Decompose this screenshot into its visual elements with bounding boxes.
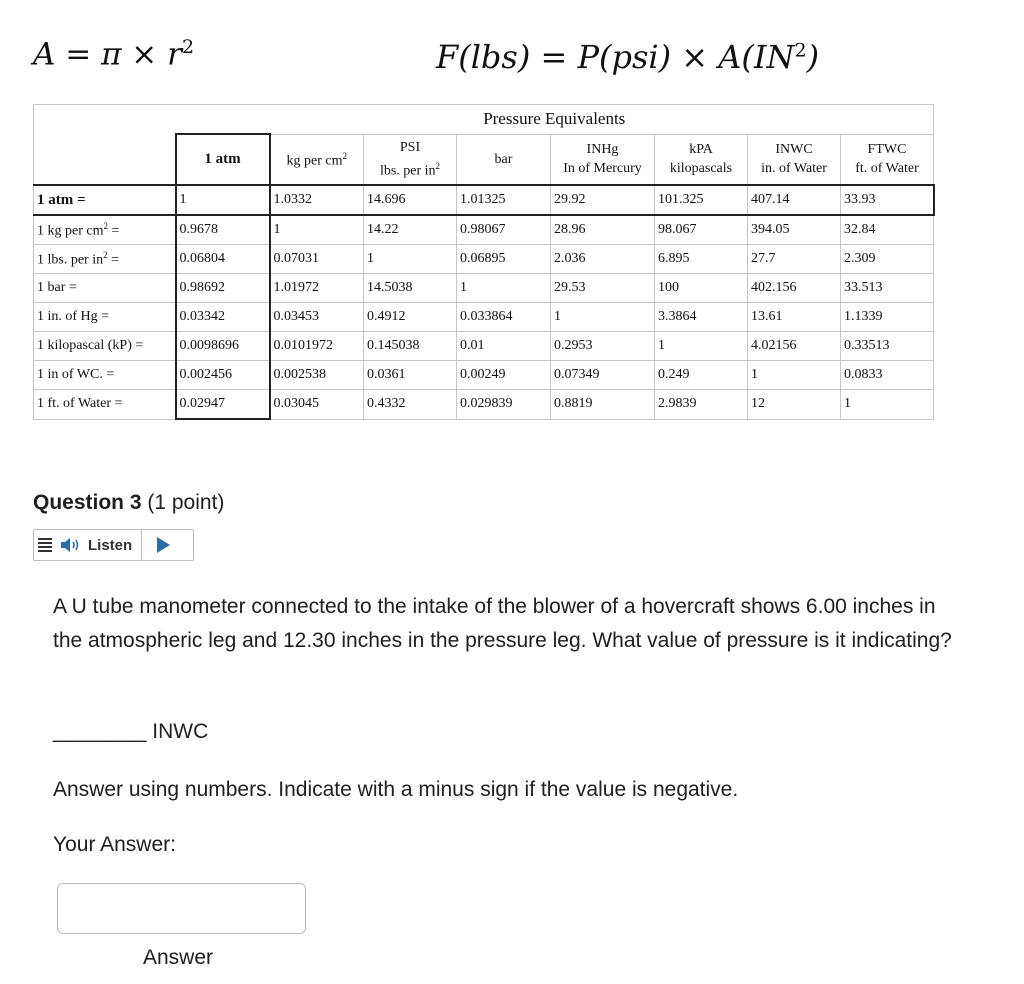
table-cell: 33.93 — [841, 185, 934, 215]
table-cell: 394.05 — [748, 215, 841, 245]
table-cell: 32.84 — [841, 215, 934, 245]
table-cell: 0.9678 — [176, 215, 270, 245]
table-cell: 2.309 — [841, 245, 934, 274]
table-cell: 2.036 — [551, 245, 655, 274]
table-cell: 13.61 — [748, 303, 841, 332]
table-row — [34, 361, 934, 390]
table-corner — [34, 105, 176, 135]
row-label — [34, 245, 176, 274]
answer-caption: Answer — [143, 946, 214, 969]
row-label-text: 1 kg per cm — [37, 223, 104, 239]
table-cell: 28.96 — [551, 215, 655, 245]
row-label-text: 1 in of WC. = — [37, 367, 115, 382]
menu-icon[interactable] — [38, 538, 52, 552]
table-cell: 402.156 — [748, 274, 841, 303]
table-cell: 1.01325 — [457, 185, 551, 215]
table-cell: 1 — [551, 303, 655, 332]
listen-label[interactable]: Listen — [88, 536, 133, 554]
row-label-text: 1 lbs. per in — [37, 252, 104, 268]
table-cell: 0.002456 — [176, 361, 270, 390]
header-inhg-top: INHg — [586, 142, 619, 158]
table-cell: 0.06804 — [176, 245, 270, 274]
your-answer-label: Your Answer: — [53, 833, 176, 856]
table-cell: 14.696 — [364, 185, 457, 215]
table-cell: 0.249 — [655, 361, 748, 390]
header-kpa — [655, 134, 748, 185]
row-label-text: 1 atm = — [37, 191, 86, 208]
header-kpa-top: kPA — [689, 142, 713, 158]
table-cell: 0.029839 — [457, 390, 551, 420]
header-inwc — [748, 134, 841, 185]
table-cell: 0.8819 — [551, 390, 655, 420]
table-row — [34, 303, 934, 332]
header-kg-label: kg per cm — [286, 154, 343, 170]
table-row — [34, 390, 934, 420]
question-title — [33, 491, 224, 515]
table-cell: 0.0101972 — [270, 332, 364, 361]
table-cell: 0.98067 — [457, 215, 551, 245]
table-cell: 29.53 — [551, 274, 655, 303]
row-label-suffix: = — [107, 252, 120, 268]
table-cell: 2.9839 — [655, 390, 748, 420]
table-cell: 33.513 — [841, 274, 934, 303]
table-cell: 1 — [176, 185, 270, 215]
table-cell: 0.002538 — [270, 361, 364, 390]
table-row — [34, 215, 934, 245]
question-points: (1 point) — [147, 491, 225, 514]
pressure-equivalents-table — [33, 104, 935, 420]
question-number: Question 3 — [33, 491, 142, 514]
table-cell: 1 — [270, 215, 364, 245]
row-label-suffix: = — [107, 223, 120, 239]
table-cell: 0.145038 — [364, 332, 457, 361]
table-cell: 6.895 — [655, 245, 748, 274]
table-cell: 27.7 — [748, 245, 841, 274]
table-cell: 0.4912 — [364, 303, 457, 332]
header-atm: 1 atm — [176, 134, 270, 185]
table-cell: 407.14 — [748, 185, 841, 215]
header-inwc-top: INWC — [775, 142, 813, 158]
header-inwc-bottom: in. of Water — [761, 161, 827, 177]
header-psi-exp: 2 — [435, 160, 441, 171]
row-label-text: 1 kilopascal (kP) = — [37, 338, 144, 353]
header-kpa-bottom: kilopascals — [669, 161, 733, 177]
blank-underline: ________ — [53, 720, 147, 743]
table-cell: 1 — [841, 390, 934, 420]
table-cell: 0.07349 — [551, 361, 655, 390]
row-label-text: 1 ft. of Water = — [37, 396, 123, 412]
table-cell: 1.01972 — [270, 274, 364, 303]
answer-blank-line — [53, 715, 953, 749]
table-cell: 0.033864 — [457, 303, 551, 332]
table-cell: 0.98692 — [176, 274, 270, 303]
area-formula — [33, 36, 194, 72]
force-formula-exponent: 2 — [794, 39, 807, 62]
table-cell: 1 — [748, 361, 841, 390]
force-formula-text: F(lbs) = P(psi) × A(IN — [436, 38, 795, 76]
play-icon[interactable] — [157, 537, 170, 553]
table-cell: 1.1339 — [841, 303, 934, 332]
table-cell: 0.07031 — [270, 245, 364, 274]
header-psi — [364, 134, 457, 185]
table-cell: 0.33513 — [841, 332, 934, 361]
listen-button[interactable] — [33, 529, 194, 561]
table-cell: 98.067 — [655, 215, 748, 245]
table-cell: 0.4332 — [364, 390, 457, 420]
force-formula — [436, 38, 819, 76]
table-cell: 0.03453 — [270, 303, 364, 332]
header-psi-top: PSI — [399, 139, 421, 155]
header-ftwc-bottom: ft. of Water — [855, 161, 919, 177]
table-cell: 14.5038 — [364, 274, 457, 303]
table-title: Pressure Equivalents — [176, 105, 934, 135]
table-row — [34, 274, 934, 303]
header-bar: bar — [457, 134, 551, 185]
header-kg-exp: 2 — [342, 151, 347, 162]
table-cell: 0.02947 — [176, 390, 270, 420]
header-inhg — [551, 134, 655, 185]
area-formula-text: A = π × r — [33, 36, 182, 73]
row-label — [34, 215, 176, 245]
table-cell: 0.00249 — [457, 361, 551, 390]
speaker-icon — [60, 537, 82, 553]
table-cell: 1.0332 — [270, 185, 364, 215]
header-kg-per-cm2 — [270, 134, 364, 185]
row-label — [34, 390, 176, 420]
question-text: A U tube manometer connected to the intake of the blower of a hovercraft shows 6.00 inches in the atmospheric leg and 12.30 inches in the pressure leg. What value of pressure is it indicating? — [53, 595, 952, 652]
table-cell: 4.02156 — [748, 332, 841, 361]
table-cell: 0.0361 — [364, 361, 457, 390]
table-cell: 0.2953 — [551, 332, 655, 361]
table-row — [34, 185, 934, 215]
row-label — [34, 303, 176, 332]
header-inhg-bottom: In of Mercury — [563, 161, 642, 177]
table-cell: 0.06895 — [457, 245, 551, 274]
force-formula-close: ) — [806, 38, 820, 76]
header-psi-bottom — [367, 157, 453, 181]
listen-divider — [141, 530, 142, 560]
answer-input[interactable] — [57, 883, 306, 934]
table-cell: 1 — [655, 332, 748, 361]
table-cell: 29.92 — [551, 185, 655, 215]
header-psi-bottom-label: lbs. per in — [379, 163, 436, 179]
table-cell: 1 — [457, 274, 551, 303]
table-row — [34, 245, 934, 274]
table-cell: 0.0833 — [841, 361, 934, 390]
table-cell: 14.22 — [364, 215, 457, 245]
table-row — [34, 332, 934, 361]
table-body — [34, 185, 934, 419]
table-cell: 0.01 — [457, 332, 551, 361]
row-label-text: 1 bar = — [37, 280, 77, 295]
table-cell: 100 — [655, 274, 748, 303]
table-cell: 0.03342 — [176, 303, 270, 332]
answer-instruction: Answer using numbers. Indicate with a minus sign if the value is negative. — [53, 778, 739, 801]
table-cell: 12 — [748, 390, 841, 420]
area-formula-exponent: 2 — [181, 36, 195, 58]
row-label — [34, 361, 176, 390]
header-ftwc — [841, 134, 934, 185]
answer-unit: INWC — [152, 720, 209, 743]
row-label — [34, 332, 176, 361]
header-ftwc-top: FTWC — [867, 142, 907, 158]
row-label — [34, 185, 176, 215]
table-cell: 101.325 — [655, 185, 748, 215]
row-label-text: 1 in. of Hg = — [37, 309, 110, 324]
row-label — [34, 274, 176, 303]
table-cell: 0.0098696 — [176, 332, 270, 361]
table-cell: 3.3864 — [655, 303, 748, 332]
row-label-exp: 2 — [103, 249, 108, 260]
table-cell: 0.03045 — [270, 390, 364, 420]
header-empty — [34, 134, 176, 185]
table-cell: 1 — [364, 245, 457, 274]
row-label-exp: 2 — [103, 220, 108, 231]
